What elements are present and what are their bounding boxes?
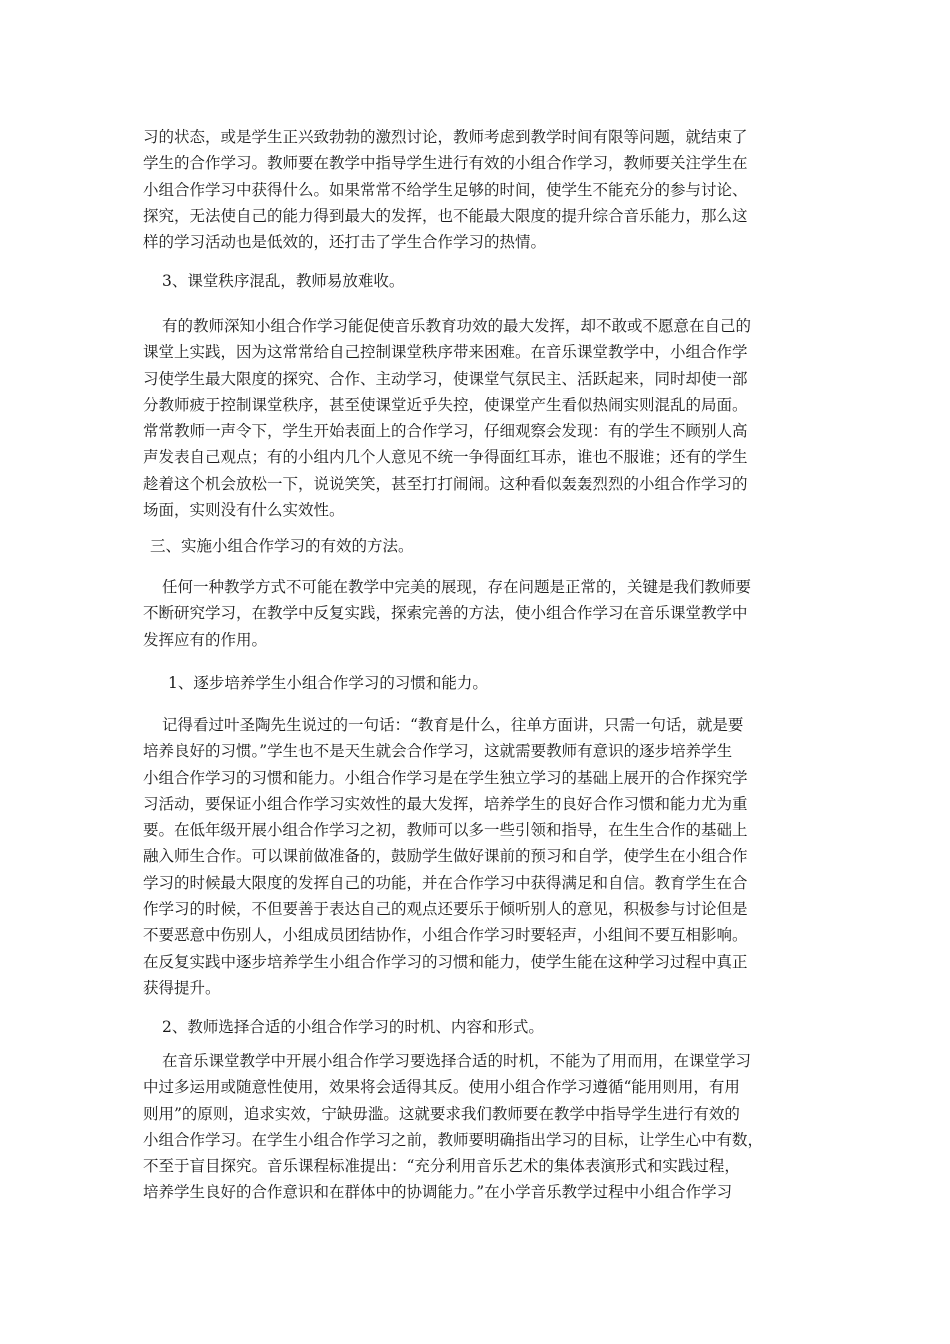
paragraph-line: 获得提升。 (143, 978, 221, 997)
paragraph-line: 在音乐课堂教学中开展小组合作学习要选择合适的时机，不能为了用而用，在课堂学习 (162, 1052, 752, 1070)
paragraph-line: 不要恶意中伤别人，小组成员团结协作，小组合作学习时要轻声，小组间不要互相影响。 (143, 926, 748, 945)
section-heading-2: 2、教师选择合适的小组合作学习的时机、内容和形式。 (162, 1018, 544, 1036)
paragraph-line: 培养学生良好的合作意识和在群体中的协调能力。”在小学音乐教学过程中小组合作学习 (143, 1183, 733, 1202)
paragraph-line: 习使学生最大限度的探究、合作、主动学习，使课堂气氛民主、活跃起来，同时却使一部 (143, 369, 748, 388)
paragraph-line: 声发表自己观点；有的小组内几个人意见不统一争得面红耳赤，谁也不服谁；还有的学生 (143, 448, 748, 467)
paragraph-line: 场面，实则没有什么实效性。 (143, 501, 345, 520)
section-heading-1: 1、逐步培养学生小组合作学习的习惯和能力。 (168, 674, 488, 692)
paragraph-line: 分教师疲于控制课堂秩序，甚至使课堂近乎失控，使课堂产生看似热闹实则混乱的局面。 (143, 395, 748, 414)
paragraph-line: 样的学习活动也是低效的，还打击了学生合作学习的热情。 (143, 233, 547, 252)
paragraph-line: 小组合作学习中获得什么。如果常常不给学生足够的时间，使学生不能充分的参与讨论、 (143, 180, 748, 199)
paragraph-line: 作学习的时候，不但要善于表达自己的观点还要乐于倾听别人的意见，积极参与讨论但是 (143, 900, 748, 919)
paragraph-line: 中过多运用或随意性使用，效果将会适得其反。使用小组合作学习遵循“能用则用，有用 (143, 1078, 740, 1097)
paragraph-line: 培养良好的习惯。”学生也不是天生就会合作学习，这就需要教师有意识的逐步培养学生 (143, 742, 733, 761)
paragraph-line: 任何一种教学方式不可能在教学中完美的展现，存在问题是正常的，关键是我们教师要 (162, 578, 752, 596)
paragraph-line: 要。在低年级开展小组合作学习之初，教师可以多一些引领和指导，在生生合作的基础上 (143, 821, 748, 840)
paragraph-line: 不至于盲目探究。音乐课程标准提出：“充分利用音乐艺术的集体表演形式和实践过程， (143, 1157, 740, 1176)
section-heading-3: 3、课堂秩序混乱，教师易放难收。 (162, 272, 405, 290)
paragraph-line: 则用”的原则，追求实效，宁缺毋滥。这就要求我们教师要在教学中指导学生进行有效的 (143, 1104, 740, 1123)
paragraph-line: 有的教师深知小组合作学习能促使音乐教育功效的最大发挥，却不敢或不愿意在自己的 (162, 317, 752, 335)
paragraph-5 (143, 1048, 811, 1206)
paragraph-1 (143, 124, 811, 255)
paragraph-line: 在反复实践中逐步培养学生小组合作学习的习惯和能力，使学生能在这种学习过程中真正 (143, 952, 748, 971)
paragraph-line: 趁着这个机会放松一下，说说笑笑，甚至打打闹闹。这种看似轰轰烈烈的小组合作学习的 (143, 474, 748, 493)
paragraph-4 (143, 712, 811, 1001)
paragraph-line: 发挥应有的作用。 (143, 630, 268, 649)
paragraph-line: 课堂上实践，因为这常常给自己控制课堂秩序带来困难。在音乐课堂教学中，小组合作学 (143, 343, 748, 362)
paragraph-line: 探究，无法使自己的能力得到最大的发挥，也不能最大限度的提升综合音乐能力，那么这 (143, 206, 748, 225)
paragraph-line: 融入师生合作。可以课前做准备的，鼓励学生做好课前的预习和自学，使学生在小组合作 (143, 847, 748, 866)
paragraph-line: 常常教师一声令下，学生开始表面上的合作学习，仔细观察会发现：有的学生不顾别人高 (143, 422, 748, 441)
paragraph-line: 不断研究学习，在教学中反复实践，探索完善的方法，使小组合作学习在音乐课堂教学中 (143, 604, 748, 623)
paragraph-line: 习的状态，或是学生正兴致勃勃的激烈讨论，教师考虑到教学时间有限等问题，就结束了 (143, 128, 748, 146)
paragraph-3 (143, 574, 811, 653)
section-heading-three: 三、实施小组合作学习的有效的方法。 (150, 537, 414, 555)
paragraph-2 (143, 313, 811, 523)
paragraph-line: 学生的合作学习。教师要在教学中指导学生进行有效的小组合作学习，教师要关注学生在 (143, 154, 748, 173)
paragraph-line: 小组合作学习的习惯和能力。小组合作学习是在学生独立学习的基础上展开的合作探究学 (143, 768, 748, 787)
paragraph-line: 小组合作学习。在学生小组合作学习之前，教师要明确指出学习的目标，让学生心中有数， (143, 1130, 764, 1149)
paragraph-line: 习活动，要保证小组合作学习实效性的最大发挥，培养学生的良好合作习惯和能力尤为重 (143, 794, 748, 813)
paragraph-line: 记得看过叶圣陶先生说过的一句话：“教育是什么，往单方面讲，只需一句话，就是要 (162, 716, 744, 734)
paragraph-line: 学习的时候最大限度的发挥自己的功能，并在合作学习中获得满足和自信。教育学生在合 (143, 873, 748, 892)
